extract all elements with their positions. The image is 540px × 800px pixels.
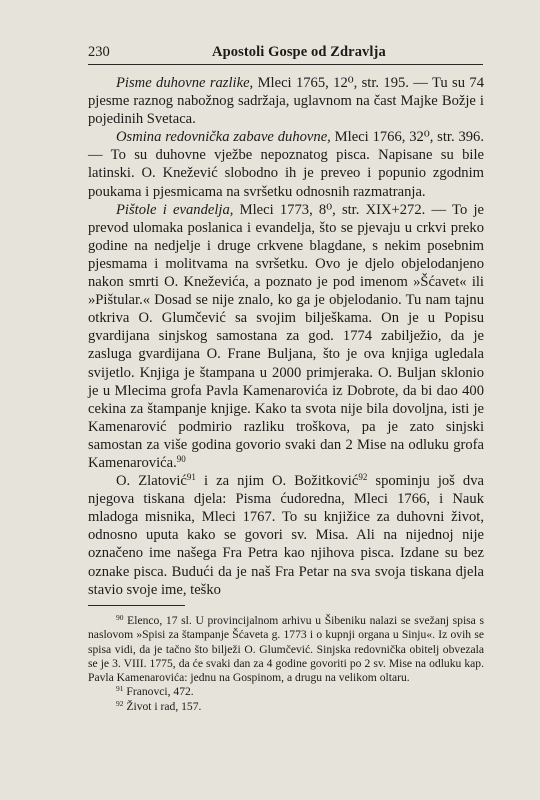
paragraph-text: Mleci 1765, 12⁰, str. 195. — Tu su 74 pjesme raznog nabožnog sadržaja, uglavnom na čast Majke Božje i pojedinih Svetaca. bbox=[88, 75, 484, 128]
footnote-number: 91 bbox=[116, 684, 124, 694]
footnote-text: Elenco, 17 sl. U provincijalnom arhivu u Šibeniku nalazi se svežanj spisa s naslovom »Spisi za štampanje Šćaveta g. 1773 i o kupnji organa u Sinju«. Iz ovih se spisa vidi, da je tačno što bilježi O. Glumčević. Sinjska redovnička obitelj obvezala se je 3. VIII. 1775, da će svaki dan za 4 godine govoriti po 2 sv. Mise na odluku kap. Pavla Kamenarovića: jednu na Gospinom, a drugu na velikom oltaru. bbox=[88, 614, 484, 685]
paragraph-zlatovic bbox=[88, 472, 484, 599]
footnote-ref: 90 bbox=[176, 453, 186, 464]
footnote bbox=[88, 700, 484, 714]
work-title: Osmina redovnička zabave duhovne, bbox=[116, 129, 331, 146]
work-title: Pisme duhovne razlike, bbox=[116, 75, 254, 91]
page-number: 230 bbox=[88, 44, 110, 60]
footnote bbox=[88, 614, 484, 685]
footnote bbox=[88, 685, 484, 699]
paragraph-pistole bbox=[88, 201, 484, 472]
footnote-rule bbox=[88, 605, 185, 606]
header-rule bbox=[88, 64, 483, 65]
footnote-number: 92 bbox=[116, 698, 124, 708]
page-header bbox=[88, 44, 483, 64]
paragraph-osmina bbox=[88, 128, 484, 200]
paragraph-text: Mleci 1773, 8⁰, str. XIX+272. — To je prevod ulomaka poslanica i evandelja, što se pjevaju u crkvi preko godine na nedjelje i druge crkvene blagdane, s nekim posebnim pjesmama i molitvama na svršetku. Ovo je djelo objelodanjeno nakon smrti O. Kneževića, a poznato je pod imenom »Šćavet« ili »Pištular.« Dosad se nije znalo, ko ga je objelodanio. Tu nam tajnu otkriva O. Glumčević sa svojim bilješkama. On je u Popisu gvardijana sinjskog samostana za god. 1774 zabilježio, da je zasluga gvardijana O. Frane Buljana, što je ova knjiga ugledala svijetlo. Knjiga je štampana u 2000 primjeraka. O. Buljan sklonio je u Mlecima grofa Pavla Kamenarovića iz Dobrote, da bi dao 400 cekina za štampanje knjige. Kako ta svota nije bila dovoljna, isti je Kamenarović podmirio razliku troškova, pa je zato sinjski samostan za više godina govorio svaki dan 2 Mise na odluku grofa Kamenarovića. bbox=[88, 201, 485, 471]
footnote-number: 90 bbox=[116, 613, 124, 622]
paragraph-text: spominju još dva njegova tiskana djela: Pisma ćudoredna, Mleci 1766, i Nauk mladoga misnika, Mleci 1767. To su knjižice za duhovni život, odnosno uputa kako se govori sv. Misa. Ali na nijednoj nije označeno ime našega Fra Petra kao njihova pisca. Izdane su bez oznake pisca. Budući da je naš Fra Petar na sva svoja tiskana djela stavio svoje ime, teško bbox=[88, 473, 485, 598]
footnote-ref: 92 bbox=[358, 472, 368, 483]
work-title: Pištole i evandelja, bbox=[116, 201, 234, 218]
running-title: Apostoli Gospe od Zdravlja bbox=[212, 44, 386, 60]
paragraph-pisme-duhovne bbox=[88, 74, 484, 128]
footnote-ref: 91 bbox=[186, 472, 196, 483]
paragraph-text: Mleci 1766, 32⁰, str. 396. — To su duhovne vježbe nepoznatog pisca. Napisane su bile latinski. O. Knežević slobodno ih je preveo i popunio zgodnim poukama i pjesmicama na svršetku odnosnih razmatranja. bbox=[88, 129, 484, 200]
footnotes bbox=[88, 614, 484, 714]
paragraph-text: i za njim O. Božitković bbox=[195, 473, 359, 490]
main-text bbox=[88, 74, 484, 599]
footnote-text: Život i rad, 157. bbox=[123, 699, 202, 713]
footnote-text: Franovci, 472. bbox=[123, 685, 194, 699]
paragraph-text: O. Zlatović bbox=[116, 473, 187, 490]
